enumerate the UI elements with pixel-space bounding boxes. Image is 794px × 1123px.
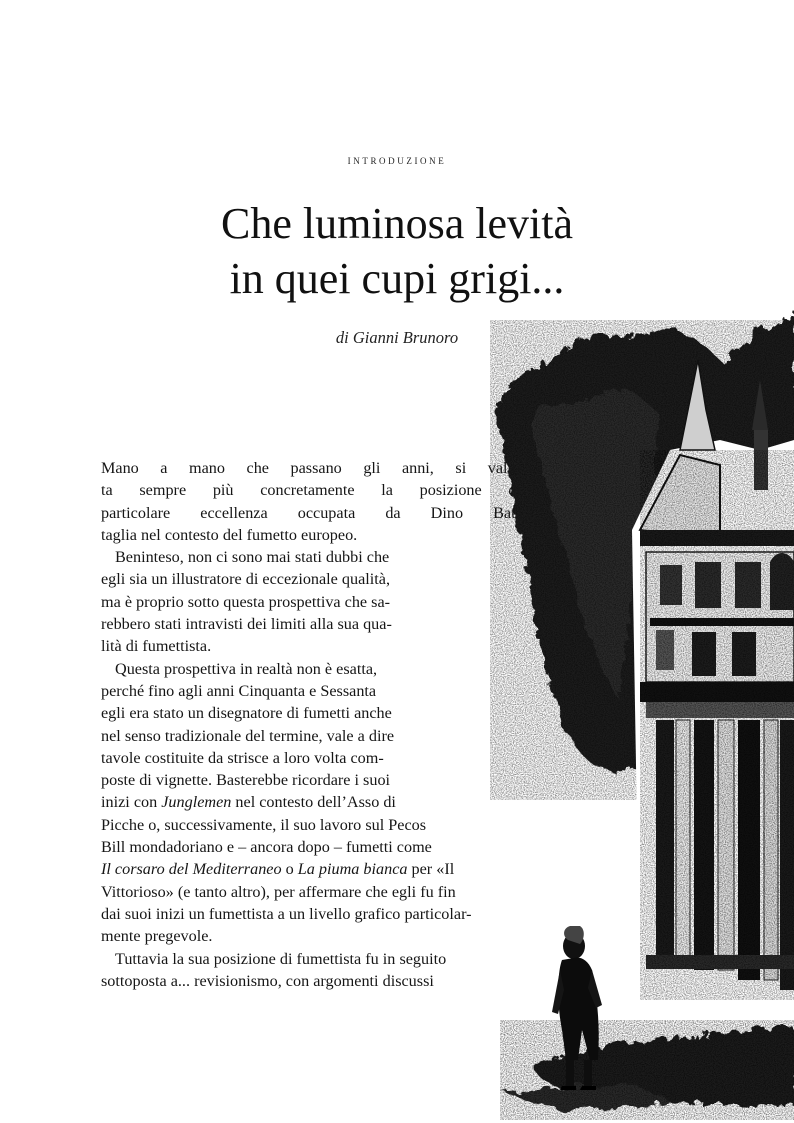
page-title [0,196,794,306]
text-run: per «Il [407,860,455,879]
text-line: taglia nel contesto del fumetto europeo. [101,525,358,544]
text-line: Picche o, successivamente, il suo lavoro sul Pecos [101,815,427,834]
text-line: lità di fumettista. [101,637,212,656]
title-line-1: Che luminosa levità [221,199,573,248]
author-byline: di Gianni Brunoro [335,328,459,347]
text-line: nel senso tradizionale del termine, vale a dire [101,726,395,745]
work-title-junglemen: Junglemen [161,793,232,812]
text-line: particolare eccellenza occupata da Dino Bat- [101,503,521,522]
text-line: egli era stato un disegnatore di fumetti anche [101,704,392,723]
text-line: Bill mondadoriano e – ancora dopo – fumetti come [101,838,432,857]
text-line: ma è proprio sotto questa prospettiva che sa- [101,592,391,611]
text-line: Tuttavia la sua posizione di fumettista fu in seguito [115,949,447,968]
text-line: perché fino agli anni Cinquanta e Sessanta [101,681,377,700]
text-run: nel contesto dell’Asso di [231,793,396,812]
article-body [101,457,521,992]
text-line: dai suoi inizi un fumettista a un livello grafico particolar- [101,904,472,923]
work-title-piuma-bianca: La piuma bianca [297,860,408,879]
text-line: Beninteso, non ci sono mai stati dubbi che [115,548,390,567]
text-run: o [281,860,298,879]
text-line: mente pregevole. [101,927,213,946]
section-label: introduzione [347,153,447,167]
text-line: tavole costituite da strisce a loro volta com- [101,748,384,767]
text-line: sottoposta a... revisionismo, con argomenti discussi [101,971,434,990]
text-line [101,791,521,813]
work-title-corsaro: Il corsaro del Mediterraneo [101,860,282,879]
text-line: rebbero stati intravisti dei limiti alla sua qua- [101,615,392,634]
text-line [101,858,521,880]
text-line: Vittorioso» (e tanto altro), per affermare che egli fu fin [101,882,456,901]
text-line: egli sia un illustratore di eccezionale qualità, [101,570,391,589]
title-line-2: in quei cupi grigi... [229,254,565,303]
text-line: Mano a mano che passano gli anni, si valu- [101,459,521,477]
text-line: ta sempre più concretamente la posizione di [101,481,521,500]
text-line: Questa prospettiva in realtà non è esatta, [115,659,378,678]
text-run: inizi con [101,793,162,812]
text-line: poste di vignette. Basterebbe ricordare i suoi [101,771,391,790]
